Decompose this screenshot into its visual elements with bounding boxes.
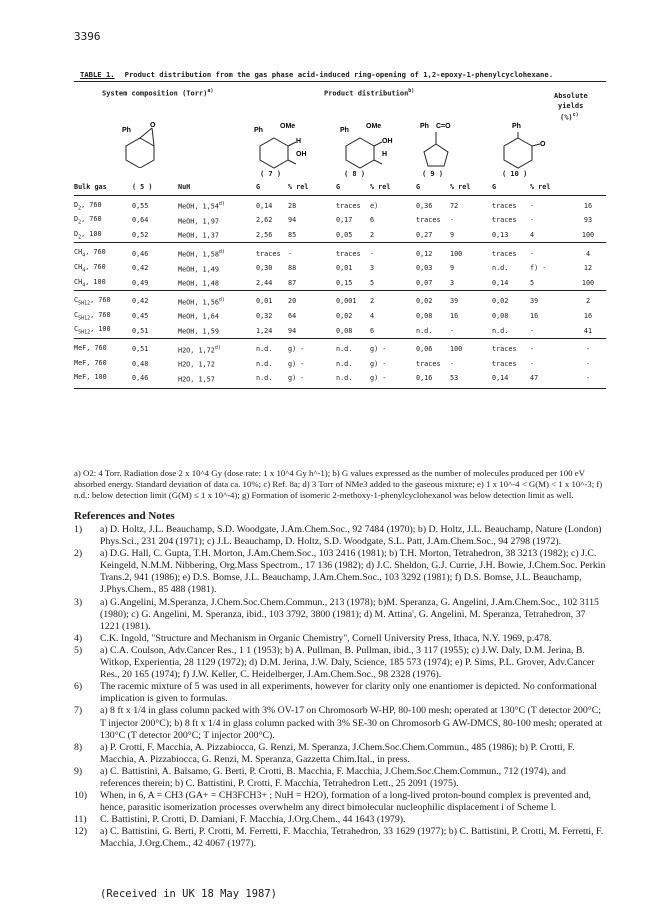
table-cell: 6	[370, 216, 375, 225]
svg-text:OH: OH	[296, 151, 307, 158]
table-cell: -	[370, 249, 375, 258]
table-cell: 0,14	[492, 374, 509, 383]
table-cell: 0,52	[132, 231, 149, 240]
table-cell: 9	[450, 231, 455, 240]
table-cell: 0,48	[132, 359, 149, 368]
table-cell: $D_2$, 760	[74, 200, 102, 212]
table-cell: MeF, 760	[74, 358, 107, 367]
table-cell: 0,51	[132, 326, 149, 335]
table-cell: MeF, 100	[74, 373, 107, 382]
compound-9-number: ( 9 )	[422, 170, 444, 178]
table-cell: 0,03	[416, 264, 433, 273]
table-cell: 87	[288, 278, 297, 287]
table-cell: 20	[288, 297, 297, 306]
table-cell: 0,02	[336, 312, 353, 321]
reference-text: a) 8 ft x 1/4 in glass column packed with 3% OV-17 on Chromosorb W-HP, 80-100 mesh; operated at 130°C (T detector 200°C; T injector 200°C); b) 8 ft x 1/4 in glass column packed with 3% SE-30 on Chromosorb G AW-DMCS, 80-100 mesh; operated at 130°C (T detector 200°C; T injector 200°C).	[100, 705, 603, 741]
reference-number: 5)	[74, 644, 83, 656]
table-row	[74, 228, 606, 243]
header-system-composition: System composition (Torr)$^{a)}$	[102, 88, 214, 98]
table-row	[74, 246, 606, 261]
svg-text:C=O: C=O	[436, 123, 451, 130]
reference-item	[74, 645, 606, 681]
table-cell: -	[585, 359, 591, 368]
table-cell: traces	[492, 359, 517, 368]
svg-text:OMe: OMe	[366, 123, 382, 130]
table-cell: 6	[370, 326, 375, 335]
table-cell: traces	[416, 216, 441, 225]
reference-number: 2)	[74, 548, 83, 560]
table-cell: 53	[450, 374, 459, 383]
table-cell: 0,14	[256, 201, 273, 210]
table-cell: traces	[256, 249, 281, 258]
table-footnotes: a) O2: 4 Torr. Radiation dose 2 x 10^4 Gy (dose rate: 1 x 10^4 Gy h^-1); b) G values expressed as the number of molecules produced per 100 eV absorbed energy. Standard deviation of data ca. 10%; c) Ref. 8a; d) 3 Torr of NMe3 added to the gaseous mixture; e) 1 x 10^-4 < G(M) < 1 x 10^-3; f) n.d.: below detection limit (G(M) ≤ 1 x 10^-4); g) Formation of isomeric 2-methoxy-1-phenylcyclohexanol was below detection limit as well.	[74, 468, 603, 500]
svg-text:H: H	[382, 151, 388, 158]
reference-text: When, in 6, A = CH3 (GA+ = CH3FCH3+ ; NuH = H2O), formation of a long-lived proton-bound complex is prevented and, hence, parasitic isomerization processes overwhelm any direct bimolecular nucleophilic displacement i of Scheme I.	[100, 790, 592, 814]
compound-7-structure-icon	[250, 116, 314, 170]
table-cell: 100	[450, 345, 463, 354]
reference-text: C. Battistini, P. Crotti, D. Damiani, F. Macchia, J.Org.Chem., 44 1643 (1979).	[100, 814, 406, 826]
table-cell: g) -	[370, 359, 387, 368]
table-cell: 0,07	[416, 278, 433, 287]
table-cell: 2	[370, 231, 375, 240]
table-cell: 16	[583, 201, 593, 210]
table-cell: n.d.	[336, 374, 353, 383]
table-cell: -	[530, 249, 535, 258]
table-cell: traces	[492, 345, 517, 354]
reference-number: 1)	[74, 524, 83, 535]
table-cell: -	[585, 374, 591, 383]
table-cell: 0,42	[132, 297, 149, 306]
table-cell: 0,49	[132, 278, 149, 287]
reference-number: 8)	[74, 741, 83, 753]
table-cell: 2	[585, 297, 591, 306]
table-cell: 5	[530, 278, 535, 287]
table-cell: n.d.	[492, 326, 509, 335]
table-cell: g) -	[288, 345, 305, 354]
table-row	[74, 342, 606, 357]
table-cell: 0,13	[492, 231, 509, 240]
reference-number: 11)	[74, 814, 87, 826]
header-product-distribution: Product distribution$^{b)}$	[324, 88, 415, 98]
table-cell: MeOH, 1,97	[178, 217, 219, 226]
table-row	[74, 309, 606, 324]
table-cell: MeOH, 1,37	[178, 231, 219, 240]
table-cell: MeOH, 1,49	[178, 264, 219, 273]
table-cell: f) -	[530, 264, 547, 273]
table-cell: 4	[530, 231, 535, 240]
table-row	[74, 371, 606, 386]
reference-item	[74, 742, 606, 766]
table-cell: g) -	[370, 345, 387, 354]
svg-text:H: H	[296, 138, 302, 145]
table-cell: g) -	[288, 374, 305, 383]
table-cell: n.d.	[256, 359, 273, 368]
table-cell: H2O, 1,57	[178, 375, 215, 384]
compound-10-structure-icon	[494, 116, 554, 170]
table-cell: 16	[530, 312, 539, 321]
references-list	[74, 524, 606, 851]
compound-8-number: ( 8 )	[344, 170, 366, 178]
table-cell: 1,24	[256, 326, 273, 335]
table-cell: 28	[288, 201, 297, 210]
table-cell: -	[450, 216, 455, 225]
data-table	[74, 180, 606, 389]
compound-7-number: ( 7 )	[260, 170, 282, 178]
header-percent: (%)$^{c)}$	[560, 112, 579, 122]
svg-text:OH: OH	[382, 138, 393, 145]
table-cell: 4	[585, 249, 591, 258]
reference-number: 6)	[74, 681, 83, 693]
table-cell: traces	[492, 249, 517, 258]
table-cell: 94	[288, 216, 297, 225]
table-cell: -	[450, 359, 455, 368]
compound-9-structure-icon	[414, 116, 470, 170]
table-cell: 0,36	[416, 201, 433, 210]
column-head-row: Bulk gas ( 5 ) NuH G % rel G % rel G % rel G % rel	[74, 183, 551, 192]
table-cell: g) -	[288, 359, 305, 368]
table-cell: 0,02	[492, 297, 509, 306]
product-distribution-table	[74, 70, 606, 384]
reference-number: 9)	[74, 765, 83, 777]
table-cell: 9	[450, 264, 455, 273]
reference-text: The racemic mixture of 5 was used in all experiments, however for clarity only one enantiomer is depicted. No conformational implication is given to formulas.	[100, 681, 598, 705]
table-cell: $D_2$, 100	[74, 229, 102, 241]
table-cell: 88	[288, 264, 297, 273]
svg-text:Ph: Ph	[254, 127, 263, 134]
table-cell: MeOH, 1,58$^{d)}$	[178, 249, 225, 259]
table-cell: 3	[450, 278, 455, 287]
table-caption	[74, 70, 606, 81]
reference-text: a) C.A. Coulson, Adv.Cancer Res., 1 1 (1953); b) A. Pullman, B. Pullman, ibid., 3 117 (1955); c) J.W. Daly, D.M. Jerina, B. Witkop, Experientia, 28 1129 (1972); d) D.M. Jerina, J.W. Daly, Science, 185 573 (1974); e) P. Sims, P.L. Grover, Adv.Cancer Res., 20 165 (1974); f) J.W. Keller, C. Heidelberger, J.Am.Chem.Soc., 98 2328 (1976).	[100, 644, 595, 681]
table-cell: n.d.	[256, 374, 273, 383]
received-date: (Received in UK 18 May 1987)	[100, 888, 278, 900]
table-cell: 0,42	[132, 264, 149, 273]
table-bottom-rule	[74, 386, 606, 389]
table-cell: 0,12	[416, 249, 433, 258]
table-cell: 0,02	[416, 297, 433, 306]
reference-number: 7)	[74, 705, 83, 717]
table-cell: 0,30	[256, 264, 273, 273]
table-cell: $C_{5H12}$, 760	[74, 296, 111, 307]
reference-number: 4)	[74, 632, 83, 644]
reference-item	[74, 633, 606, 645]
table-row	[74, 213, 606, 228]
table-cell: 47	[530, 374, 539, 383]
table-cell: n.d.	[416, 326, 433, 335]
table-cell: 0,55	[132, 201, 149, 210]
table-cell: -	[530, 201, 535, 210]
table-cell: 100	[581, 231, 595, 240]
table-cell: 0,32	[256, 312, 273, 321]
table-cell: 12	[583, 264, 593, 273]
table-cell: 4	[370, 312, 375, 321]
table-cell: 94	[288, 326, 297, 335]
reference-number: 12)	[74, 826, 88, 838]
reference-text: a) P. Crotti, F. Macchia, A. Pizzabiocca, G. Renzi, M. Speranza, J.Chem.Soc.Chem.Commun., 485 (1986); b) P. Crotti, F. Macchia, A. Pizzabiocca, G. Renzi, M. Speranza, Gazzetta Chim.Ital., in press.	[100, 741, 575, 765]
epoxide-5-structure-icon	[114, 116, 174, 168]
table-cell: $D_2$, 760	[74, 215, 102, 226]
svg-text:Ph: Ph	[340, 127, 349, 134]
table-cell: 16	[583, 312, 593, 321]
reference-text: a) D. Holtz, J.L. Beauchamp, S.D. Woodgate, J.Am.Chem.Soc., 92 7484 (1970); b) D. Holtz, J.L. Beauchamp, Nature (London) Phys.Sci., 231 204 (1971); c) J.L. Beauchamp, D. Holtz, S.D. Woodgate, S.L. Patt, J.Am.Chem.Soc., 94 2798 (1972).	[100, 524, 602, 548]
references-heading: References and Notes	[74, 510, 175, 522]
reference-item	[74, 814, 606, 826]
table-cell: MeF, 760	[74, 344, 107, 353]
table-cell: 85	[288, 231, 297, 240]
table-cell: MeOH, 1,56$^{d)}$	[178, 296, 225, 307]
table-cell: 0,08	[416, 312, 433, 321]
table-cell: 0,08	[336, 326, 353, 335]
table-cell: -	[585, 345, 591, 354]
reference-item	[74, 597, 606, 633]
table-cell: 0,64	[132, 216, 149, 225]
table-cell: 16	[450, 312, 459, 321]
reference-item	[74, 524, 606, 548]
table-cell: MeOH, 1,64	[178, 312, 219, 321]
reference-item	[74, 548, 606, 596]
table-cell: 0,01	[256, 297, 273, 306]
table-cell: n.d.	[492, 264, 509, 273]
reference-item	[74, 705, 606, 741]
table-cell: $CH_4$, 760	[74, 248, 106, 259]
reference-text: C.K. Ingold, "Structure and Mechanism in Organic Chemistry", Cornell University Press, Ithaca, N.Y. 1969, p.478.	[100, 632, 552, 644]
table-cell: traces	[416, 359, 441, 368]
reference-number: 3)	[74, 596, 83, 608]
table-cell: 0,01	[336, 264, 353, 273]
table-cell: 0,27	[416, 231, 433, 240]
table-cell: g) -	[370, 374, 387, 383]
table-cell: 2,62	[256, 216, 273, 225]
reference-number: 10)	[74, 790, 88, 802]
svg-text:Ph: Ph	[420, 123, 429, 130]
reference-text: a) C. Battistini, G. Berti, P. Crotti, M. Ferretti, F. Macchia, Tetrahedron, 33 1629 (1977); b) C. Battistini, P. Crotti, M. Ferretti, F. Macchia, J.Org.Chem., 42 4067 (1977).	[100, 826, 604, 850]
table-cell: $CH_4$, 760	[74, 263, 106, 274]
table-cell: 2,56	[256, 231, 273, 240]
table-cell: 0,001	[336, 297, 357, 306]
header-yields: yields	[558, 102, 584, 110]
reference-item	[74, 766, 606, 790]
table-cell: -	[530, 216, 535, 225]
table-cell: 2,44	[256, 278, 273, 287]
header-absolute: Absolute	[554, 92, 588, 100]
table-cell: 100	[450, 249, 463, 258]
compound-10-number: ( 10 )	[502, 170, 528, 178]
reference-item	[74, 681, 606, 705]
table-cell: 0,51	[132, 345, 149, 354]
table-cell: n.d.	[336, 345, 353, 354]
table-cell: $CH_4$, 100	[74, 277, 106, 289]
table-cell: 0,46	[132, 374, 149, 383]
table-label: TABLE 1.	[80, 70, 115, 79]
table-cell: 72	[450, 201, 459, 210]
reference-text: a) C. Battistini, A. Balsamo, G. Berti, P. Crotti, B. Macchia, F. Macchia, J.Chem.Soc.Chem.Commun., 712 (1974), and references therein; b) C. Battistini, P. Crotti, F. Macchia, Tetrahedron Lett., 25 2091 (1975).	[100, 765, 566, 789]
compound-8-structure-icon	[336, 116, 400, 170]
table-cell: 39	[450, 297, 459, 306]
table-cell: 41	[583, 326, 593, 335]
table-cell: traces	[492, 201, 517, 210]
table-cell: e)	[370, 201, 379, 210]
table-title: Product distribution from the gas phase acid-induced ring-opening of 1,2-epoxy-1-phenylcyclohexane.	[124, 70, 554, 79]
table-cell: n.d.	[336, 359, 353, 368]
table-cell: MeOH, 1,48	[178, 279, 219, 288]
reference-item	[74, 790, 606, 814]
table-cell: traces	[336, 201, 361, 210]
table-cell: $C_{5H12}$, 100	[74, 325, 111, 336]
table-row	[74, 323, 606, 338]
table-cell: 0,16	[416, 374, 433, 383]
svg-text:Ph: Ph	[512, 123, 521, 130]
table-cell: 5	[370, 278, 375, 287]
ph-label: Ph	[122, 127, 131, 134]
svg-text:O: O	[540, 141, 546, 148]
table-cell: traces	[336, 249, 361, 258]
table-cell: 3	[370, 264, 375, 273]
table-cell: $C_{5H12}$, 760	[74, 310, 111, 322]
table-cell: 0,05	[336, 231, 353, 240]
table-cell: 0,46	[132, 249, 149, 258]
table-cell: -	[530, 326, 535, 335]
table-cell: n.d.	[256, 345, 273, 354]
table-row	[74, 261, 606, 276]
reference-text: a) G.Angelini, M.Speranza, J.Chem.Soc.Chem.Commun., 213 (1978); b)M. Speranza, G. Angelini, J.Am.Chem.Soc., 102 3115 (1980); c) G. Angelini, M. Speranza, ibid., 103 3792, 3800 (1981); d) M. Attina', G. Angelini, M. Speranza, Tetrahedron, 37 1221 (1981).	[100, 596, 599, 632]
reference-item	[74, 826, 606, 850]
table-cell: 2	[370, 297, 375, 306]
table-row	[74, 357, 606, 372]
reference-text: a) D.G. Hall, C. Gupta, T.H. Morton, J.Am.Chem.Soc., 103 2416 (1981); b) T.H. Morton, Tetrahedron, 38 3213 (1982); c) J.C. Keingeld, N.M.M. Nibbering, Org.Mass Spectrom., 17 136 (1982); d) J.C. Sheldon, G.J. Currie, J.H. Bowie, J.Chem.Soc. Perkin Trans.2, 941 (1986); e) D.S. Bomse, J.L. Beauchamp, J.Am.Chem.Soc., 103 3292 (1981); f) D.S. Bomse, J.L. Beauchamp, J.Phys.Chem., 85 488 (1981).	[100, 548, 606, 596]
table-cell: -	[450, 326, 455, 335]
table-cell: H2O, 1,72	[178, 360, 215, 369]
table-cell: 100	[581, 278, 595, 287]
table-cell: 0,15	[336, 278, 353, 287]
o-label: O	[150, 122, 156, 129]
table-cell: 0,45	[132, 312, 149, 321]
table-cell: -	[530, 345, 535, 354]
svg-text:OMe: OMe	[280, 123, 296, 130]
table-cell: traces	[492, 216, 517, 225]
table-cell: 0,06	[416, 345, 433, 354]
table-cell: -	[288, 249, 293, 258]
table-cell: 0,14	[492, 278, 509, 287]
page-number: 3396	[74, 30, 101, 43]
table-cell: 93	[583, 216, 593, 225]
table-row	[74, 199, 606, 214]
table-cell: MeOH, 1,54$^{d)}$	[178, 201, 225, 211]
table-cell: 64	[288, 312, 297, 321]
table-cell: -	[530, 359, 535, 368]
table-cell: H2O, 1,72$^{d)}$	[178, 344, 221, 354]
table-cell: MeOH, 1,59	[178, 327, 219, 336]
table-top-rule	[74, 81, 606, 82]
table-row	[74, 294, 606, 309]
table-row	[74, 276, 606, 291]
table-cell: 0,08	[492, 312, 509, 321]
table-cell: 39	[530, 297, 539, 306]
table-cell: 0,17	[336, 216, 353, 225]
